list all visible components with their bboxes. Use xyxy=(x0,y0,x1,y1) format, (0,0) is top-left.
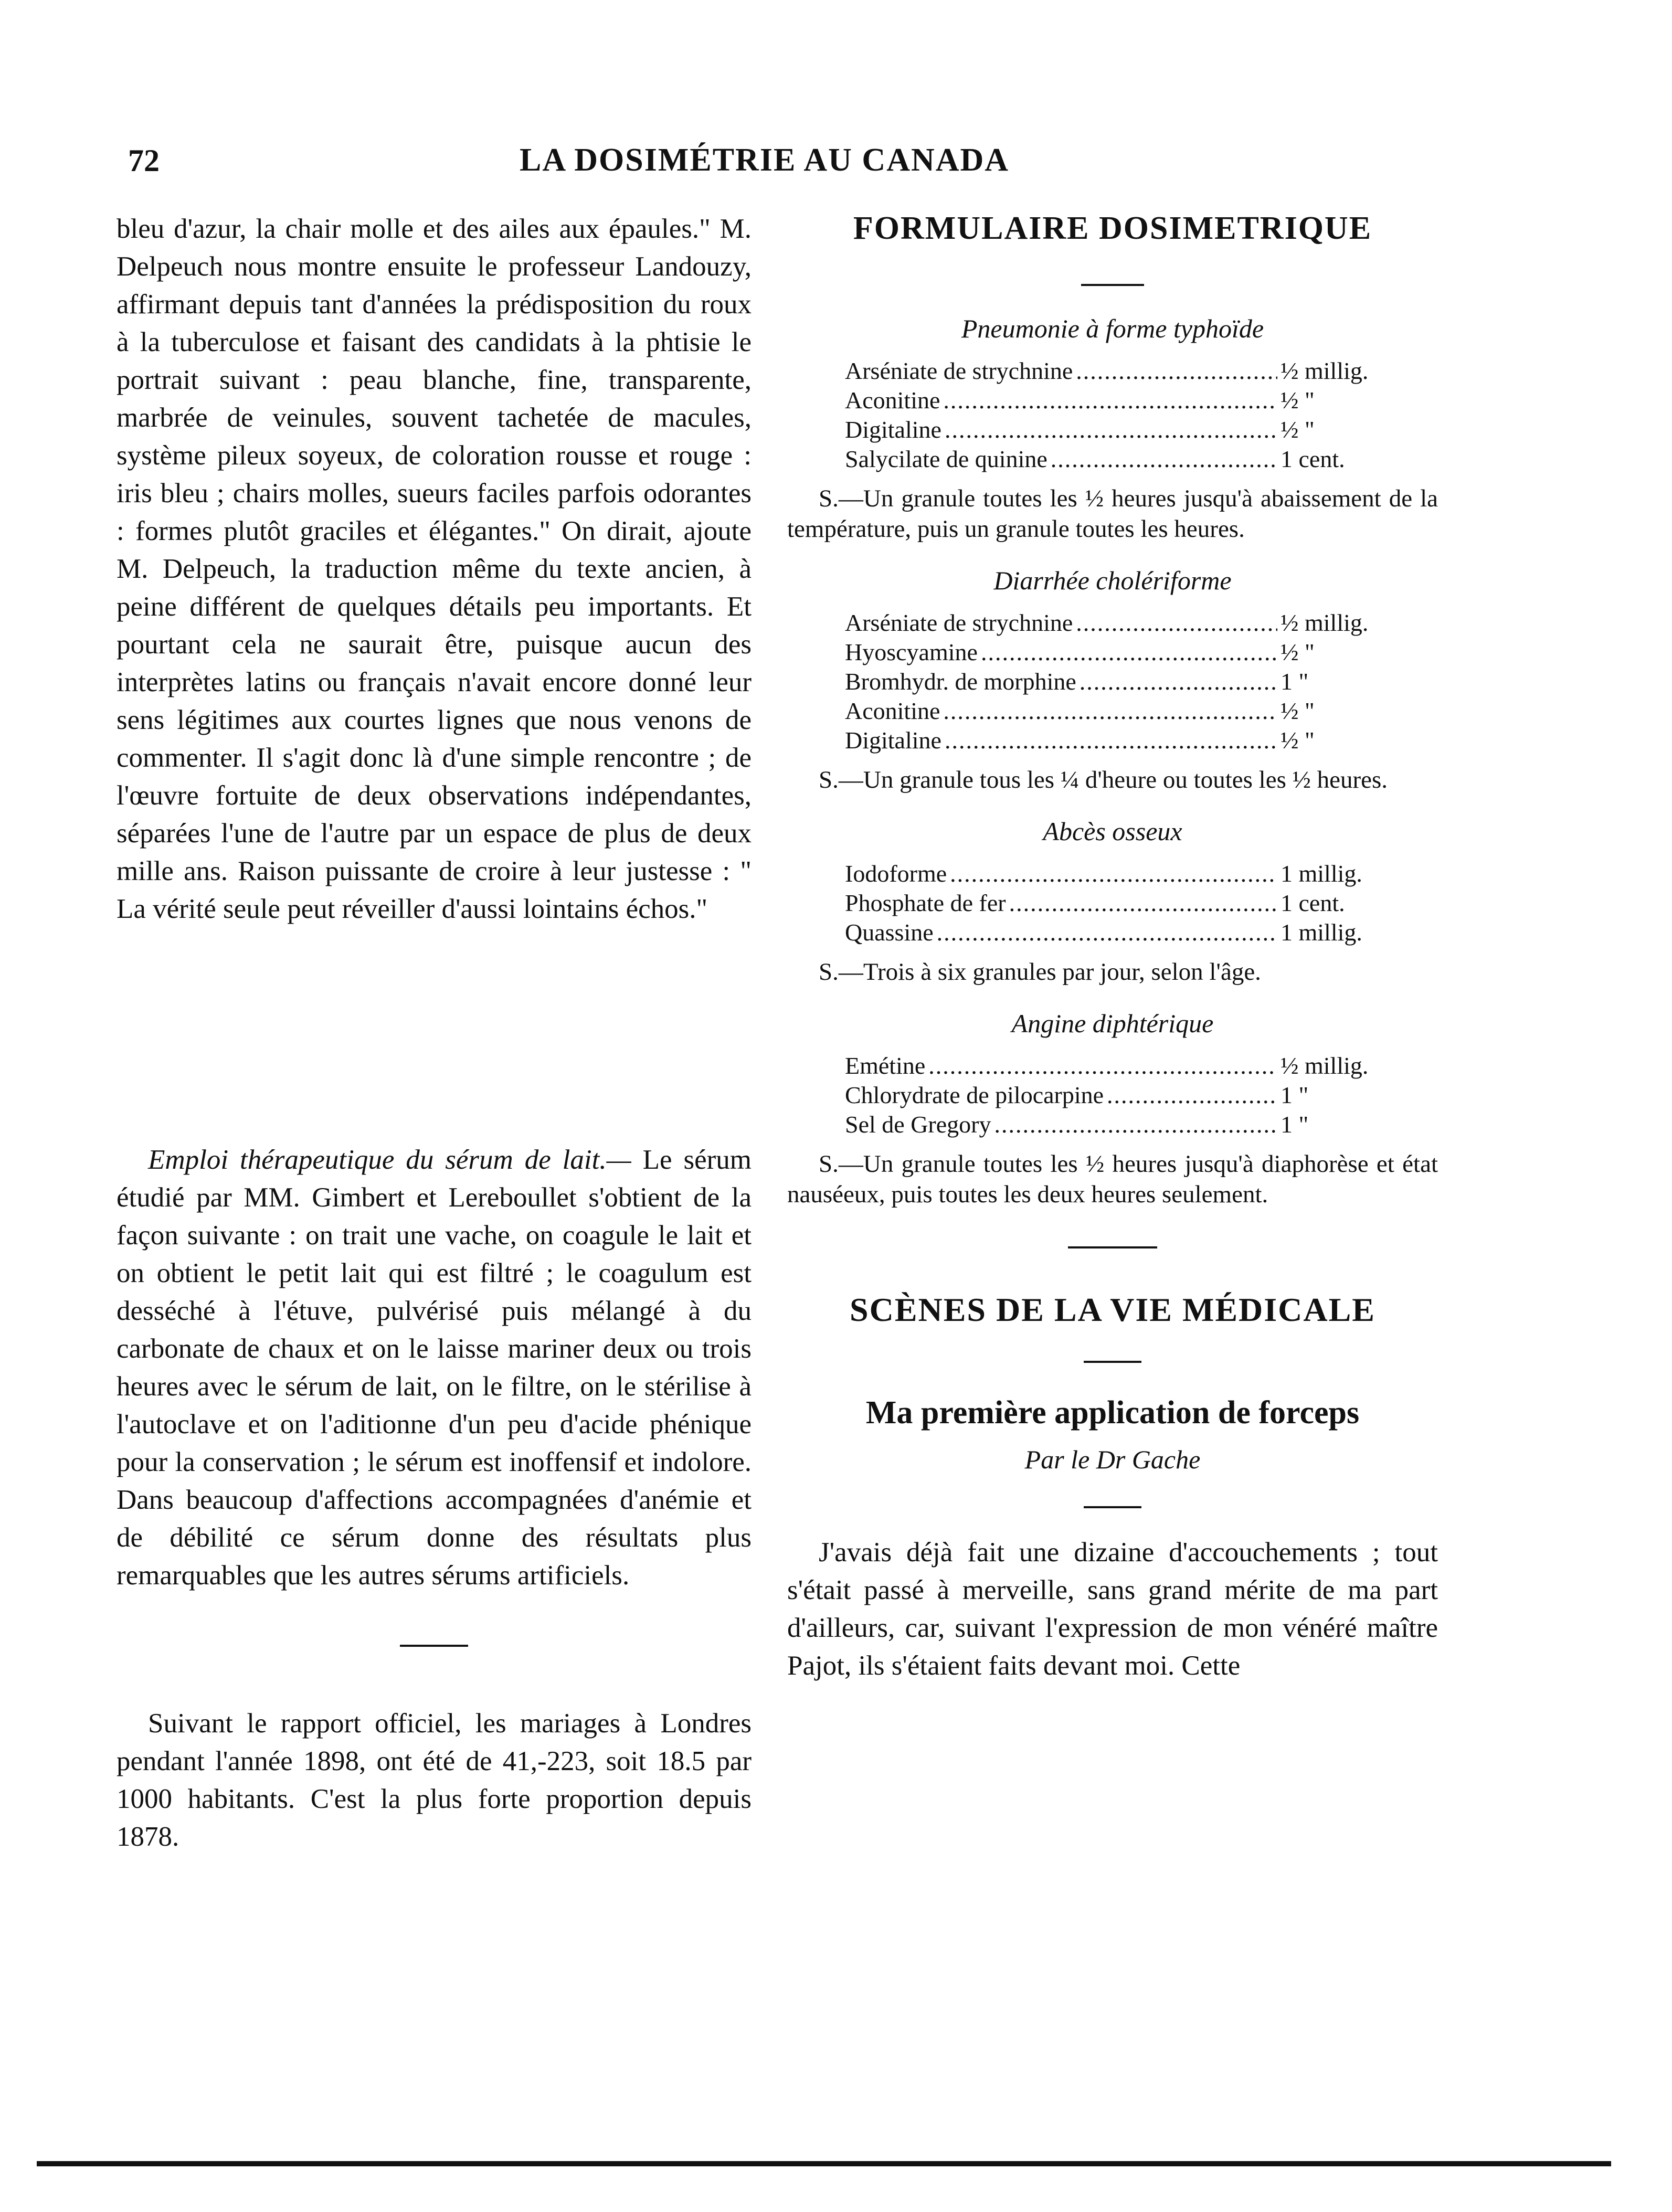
formula-ingredient: Bromhydr. de morphine xyxy=(845,668,1076,695)
formula-dose: ½ millig. xyxy=(1281,609,1369,636)
formula-row xyxy=(845,1051,1385,1081)
formula-dose: 1 cent. xyxy=(1281,446,1345,472)
formula-row xyxy=(845,415,1385,444)
right-column xyxy=(787,210,1438,1685)
article-byline: Par le Dr Gache xyxy=(1024,1445,1201,1474)
formula-row xyxy=(845,1081,1385,1110)
formula-row xyxy=(845,356,1385,386)
formula-instructions: S.—Trois à six granules par jour, selon l'âge. xyxy=(819,958,1261,986)
formula-row xyxy=(845,918,1385,947)
scenes-title: SCÈNES DE LA VIE MÉDICALE xyxy=(850,1291,1375,1328)
formula-ingredient: Aconitine xyxy=(845,697,940,724)
formula-ingredient: Sel de Gregory xyxy=(845,1111,991,1138)
formula-row xyxy=(845,726,1385,755)
formula-ingredient: Digitaline xyxy=(845,727,941,754)
article-title: Ma première application de forceps xyxy=(865,1395,1360,1431)
formula-dose: 1 cent. xyxy=(1281,890,1345,916)
formula-instructions: S.—Un granule toutes les ½ heures jusqu'à abaissement de la température, puis un granule toutes les heures. xyxy=(787,485,1438,543)
formula-ingredient: Emétine xyxy=(845,1052,926,1079)
formula-ingredient: Chlorydrate de pilocarpine xyxy=(845,1082,1104,1108)
running-title: LA DOSIMÉTRIE AU CANADA xyxy=(520,142,1010,178)
formula-dose: ½ " xyxy=(1281,416,1315,443)
formula-row xyxy=(845,667,1385,696)
formula-dose: ½ millig. xyxy=(1281,1052,1369,1079)
formula-ingredient: Hyoscyamine xyxy=(845,639,978,665)
marriage-stat-paragraph: Suivant le rapport officiel, les mariages à Londres pendant l'année 1898, ont été de 41,-223, soit 18.5 par 1000 habitants. C'est la plus forte proportion depuis 1878. xyxy=(117,1708,752,1852)
formula-ingredient: Salycilate de quinine xyxy=(845,446,1047,472)
formula-dose: 1 millig. xyxy=(1281,919,1362,946)
serum-paragraph-body: Le sérum étudié par MM. Gimbert et Lereboullet s'obtient de la façon suivante : on trait une vache, on coagule le lait et on obtient le petit lait qui est filtré ; le coagulum est desséché à l'étuve, pulvérisé puis mélangé à du carbonate de chaux et on le laisse mariner deux ou trois heures avec le sérum de lait, on le filtre, on le stérilise à l'autoclave et on l'aditionne d'un peu d'acide phénique pour la conservation ; le sérum est inoffensif et indolore. Dans beaucoup d'affections accompagnées d'anémie et de débilité ce sérum donne des résultats plus remarquables que les autres sérums artificiels. xyxy=(117,1145,752,1591)
formula-ingredient: Digitaline xyxy=(845,416,941,443)
serum-paragraph xyxy=(117,1141,752,1594)
formula-dose: 1 millig. xyxy=(1281,860,1362,887)
formula-section-title: Pneumonie à forme typhoïde xyxy=(961,314,1264,343)
formula-dose: ½ " xyxy=(1281,387,1315,414)
formula-dose: 1 " xyxy=(1281,1111,1309,1138)
formula-row xyxy=(845,696,1385,726)
formula-dose: ½ " xyxy=(1281,639,1315,665)
formulaire-title: FORMULAIRE DOSIMETRIQUE xyxy=(853,210,1372,246)
formula-instructions: S.—Un granule tous les ¼ d'heure ou toutes les ½ heures. xyxy=(819,766,1388,793)
formula-row xyxy=(845,888,1385,918)
formula-dose: 1 " xyxy=(1281,668,1309,695)
article-continuation-paragraph: bleu d'azur, la chair molle et des ailes aux épaules." M. Delpeuch nous montre ensuite le professeur Landouzy, affirmant depuis tant d'années la prédisposition du roux à la tuberculose et faisant des candidats à la phtisie le portrait suivant : peau blanche, fine, transparente, marbrée de veinules, souvent tachetée de macules, système pileux soyeux, de coloration rousse et rouge : iris bleu ; chairs molles, sueurs faciles parfois odorantes : formes plutôt graciles et élégantes." On dirait, ajoute M. Delpeuch, la traduction même du texte ancien, à peine différent de quelques détails peu importants. Et pourtant cela ne saurait être, puisque aucun des interprètes latins ou français n'avait encore donné leur sens légitimes aux courtes lignes que nous venons de commenter. Il s'agit donc là d'une simple rencontre ; de l'œuvre fortuite de deux observations indépendantes, séparées l'une de l'autre par un espace de plus de deux mille ans. Raison puissante de croire à leur justesse : " La vérité seule peut réveiller d'aussi lointains échos." xyxy=(117,214,752,924)
formula-dose: ½ millig. xyxy=(1281,357,1369,384)
formula-row xyxy=(845,859,1385,888)
formula-dose: 1 " xyxy=(1281,1082,1309,1108)
formula-row xyxy=(845,608,1385,638)
formula-instructions: S.—Un granule toutes les ½ heures jusqu'à diaphorèse et état nauséeux, puis toutes les deux heures seulement. xyxy=(787,1150,1438,1208)
formula-row xyxy=(845,1110,1385,1139)
formula-ingredient: Arséniate de strychnine xyxy=(845,357,1073,384)
formula-row xyxy=(845,638,1385,667)
formula-ingredient: Aconitine xyxy=(845,387,940,414)
serum-paragraph-title: Emploi thérapeutique du sérum de lait.— xyxy=(148,1145,631,1175)
formula-section-title: Angine diphtérique xyxy=(1011,1009,1214,1038)
formula-dose: ½ " xyxy=(1281,727,1315,754)
formula-table xyxy=(845,859,1385,947)
formula-table xyxy=(845,356,1385,474)
formula-row xyxy=(845,386,1385,415)
formula-ingredient: Iodoforme xyxy=(845,860,947,887)
formula-section-title: Abcès osseux xyxy=(1043,817,1182,846)
formula-section-title: Diarrhée cholériforme xyxy=(993,566,1232,595)
formula-table xyxy=(845,1051,1385,1139)
formula-ingredient: Arséniate de strychnine xyxy=(845,609,1073,636)
formula-table xyxy=(845,608,1385,755)
article-body: J'avais déjà fait une dizaine d'accouchements ; tout s'était passé à merveille, sans grand mérite de ma part d'ailleurs, car, suivant l'expression de mon vénéré maître Pajot, ils s'étaient faits devant moi. Cette xyxy=(787,1537,1438,1681)
page-number: 72 xyxy=(128,143,160,178)
page-bottom-rule xyxy=(37,2161,1611,2166)
formula-dose: ½ " xyxy=(1281,697,1315,724)
formula-ingredient: Quassine xyxy=(845,919,934,946)
left-column xyxy=(117,210,752,1856)
formula-row xyxy=(845,444,1385,474)
formula-ingredient: Phosphate de fer xyxy=(845,890,1006,916)
